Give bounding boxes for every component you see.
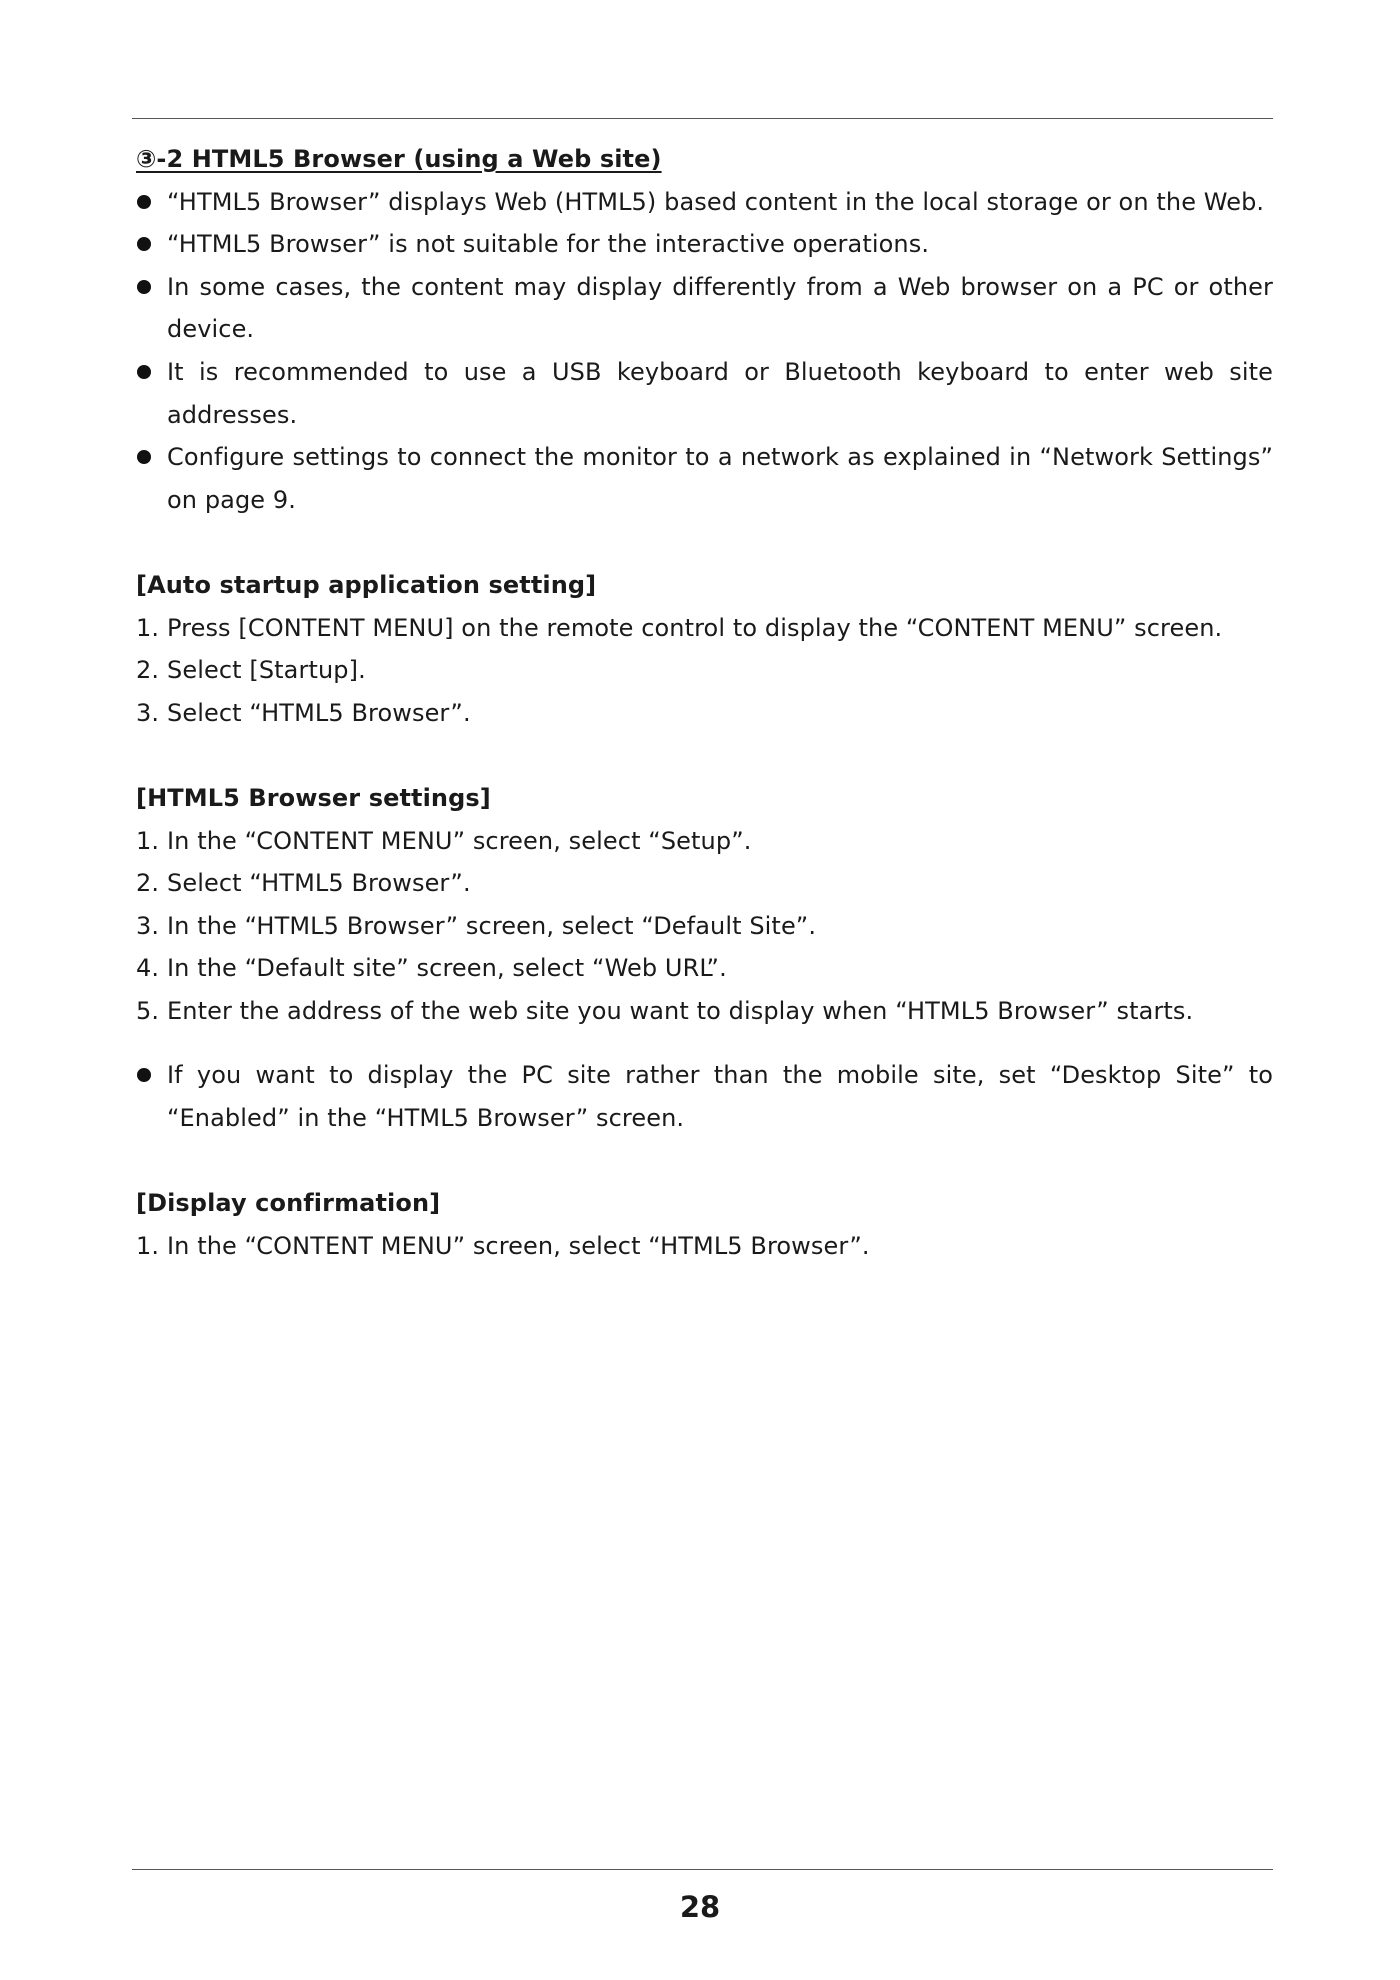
header-rule — [132, 118, 1273, 119]
step-text: Press [CONTENT MENU] on the remote control to display the “CONTENT MENU” screen. — [167, 613, 1223, 642]
intro-bullet-text: Configure settings to connect the monitor to a network as explained in “Network Settings” on page 9. — [167, 443, 1273, 514]
intro-bullet — [136, 223, 1273, 266]
step-item — [136, 1225, 1273, 1268]
step-text: In the “CONTENT MENU” screen, select “HTML5 Browser”. — [167, 1231, 870, 1260]
intro-bullet — [136, 436, 1273, 521]
section-title: ③-2 HTML5 Browser (using a Web site) — [136, 145, 662, 173]
step-number: 3. — [136, 911, 160, 940]
step-item — [136, 990, 1273, 1033]
intro-bullet — [136, 181, 1273, 224]
display-confirmation-steps — [136, 1225, 1273, 1268]
step-text: In the “HTML5 Browser” screen, select “Default Site”. — [167, 911, 817, 940]
step-text: Select [Startup]. — [167, 656, 366, 685]
bullet-dot-icon — [137, 450, 151, 464]
step-number: 4. — [136, 954, 160, 983]
footer-rule — [132, 1869, 1273, 1870]
step-text: In the “CONTENT MENU” screen, select “Setup”. — [167, 826, 752, 855]
intro-bullet-text: It is recommended to use a USB keyboard or Bluetooth keyboard to enter web site addresses. — [167, 357, 1273, 429]
step-number: 2. — [136, 869, 160, 898]
step-text: In the “Default site” screen, select “Web URL”. — [167, 954, 727, 983]
step-item — [136, 607, 1273, 650]
note-bullet — [136, 1054, 1273, 1139]
auto-startup-steps — [136, 607, 1273, 735]
intro-bullet-text: “HTML5 Browser” displays Web (HTML5) based content in the local storage or on the Web. — [167, 187, 1265, 216]
auto-startup-heading: [Auto startup application setting] — [136, 570, 597, 599]
display-confirmation-heading: [Display confirmation] — [136, 1189, 441, 1218]
page-number: 28 — [679, 1890, 721, 1924]
bullet-dot-icon — [137, 195, 151, 209]
step-item — [136, 947, 1273, 990]
browser-settings-note-list — [136, 1054, 1273, 1139]
step-text: Select “HTML5 Browser”. — [167, 698, 471, 727]
step-number: 1. — [136, 1231, 160, 1260]
step-number: 2. — [136, 656, 160, 685]
bullet-dot-icon — [137, 237, 151, 251]
step-item — [136, 862, 1273, 905]
step-number: 5. — [136, 996, 160, 1025]
note-text: If you want to display the PC site rather than the mobile site, set “Desktop Site” to “Enabled” in the “HTML5 Browser” screen. — [167, 1061, 1273, 1133]
page-content — [136, 138, 1273, 1267]
step-item — [136, 820, 1273, 863]
intro-bullet — [136, 351, 1273, 436]
step-text: Enter the address of the web site you want to display when “HTML5 Browser” starts. — [167, 996, 1194, 1025]
bullet-dot-icon — [137, 365, 151, 379]
intro-bullet-text: In some cases, the content may display differently from a Web browser on a PC or other device. — [167, 272, 1273, 344]
step-number: 1. — [136, 826, 160, 855]
step-item — [136, 905, 1273, 948]
step-number: 1. — [136, 613, 160, 642]
step-text: Select “HTML5 Browser”. — [167, 869, 471, 898]
browser-settings-steps — [136, 820, 1273, 1033]
bullet-dot-icon — [137, 280, 151, 294]
step-item — [136, 692, 1273, 735]
intro-bullet-list — [136, 181, 1273, 522]
intro-bullet — [136, 266, 1273, 351]
spacer — [136, 1032, 1273, 1054]
step-number: 3. — [136, 698, 160, 727]
bullet-dot-icon — [137, 1068, 151, 1082]
browser-settings-heading: [HTML5 Browser settings] — [136, 783, 491, 812]
intro-bullet-text: “HTML5 Browser” is not suitable for the interactive operations. — [167, 230, 930, 259]
step-item — [136, 649, 1273, 692]
